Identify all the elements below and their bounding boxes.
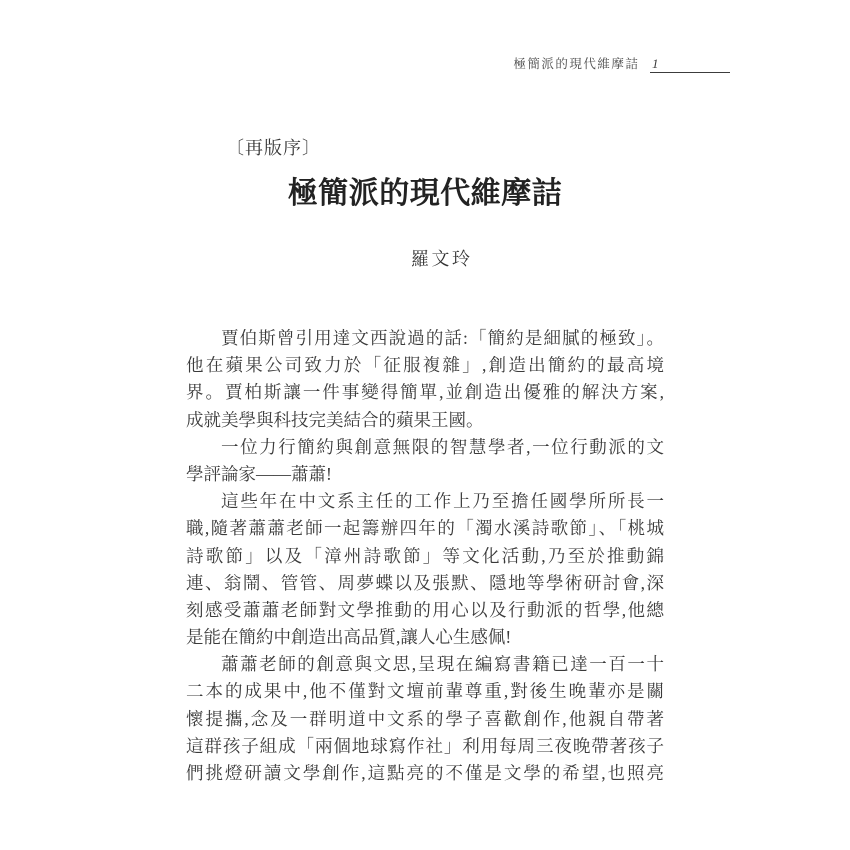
body-line: 賈伯斯曾引用達文西說過的話:「簡約是細膩的極致」。 [221, 328, 664, 348]
body-line: 他在蘋果公司致力於「征服複雜」,創造出簡約的最高境 [186, 355, 664, 376]
section-label: 〔再版序〕 [226, 138, 321, 158]
body-line: 職,隨著蕭蕭老師一起籌辦四年的「濁水溪詩歌節」、「桃城 [186, 518, 664, 539]
running-header [0, 54, 730, 73]
body-line: 二本的成果中,他不僅對文壇前輩尊重,對後生晚輩亦是關 [186, 681, 664, 702]
body-line: 們挑燈研讀文學創作,這點亮的不僅是文學的希望,也照亮 [186, 763, 664, 783]
page-number: 1 [652, 56, 659, 71]
body-line: 懷提攜,念及一群明道中文系的學子喜歡創作,他親自帶著 [186, 708, 664, 729]
page-number-underline [650, 56, 730, 73]
body-line: 學評論家——蕭蕭! [186, 463, 332, 484]
running-title: 極簡派的現代維摩詰 [513, 57, 640, 71]
body-line: 這些年在中文系主任的工作上乃至擔任國學所所長一 [221, 491, 664, 512]
body-line: 這群孩子組成「兩個地球寫作社」利用每周三夜晚帶著孩子 [186, 735, 664, 756]
page-title: 極簡派的現代維摩詰 [287, 177, 563, 210]
body-line: 成就美學與科技完美結合的蘋果王國。 [186, 409, 484, 430]
body-line: 刻感受蕭蕭老師對文學推動的用心以及行動派的哲學,他總 [186, 599, 664, 620]
body-line: 連、翁鬧、管管、周夢蝶以及張默、隱地等學術研討會,深 [186, 572, 664, 593]
body-line: 一位力行簡約與創意無限的智慧學者,一位行動派的文 [221, 436, 664, 457]
body-line: 詩歌節」以及「漳州詩歌節」等文化活動,乃至於推動錦 [186, 545, 664, 566]
author-name: 羅文玲 [411, 249, 473, 269]
body-text [186, 325, 664, 787]
body-line: 是能在簡約中創造出高品質,讓人心生感佩! [186, 627, 512, 648]
body-line: 界。賈柏斯讓一件事變得簡單,並創造出優雅的解決方案, [186, 382, 664, 403]
body-line: 蕭蕭老師的創意與文思,呈現在編寫書籍已達一百一十 [221, 654, 664, 675]
